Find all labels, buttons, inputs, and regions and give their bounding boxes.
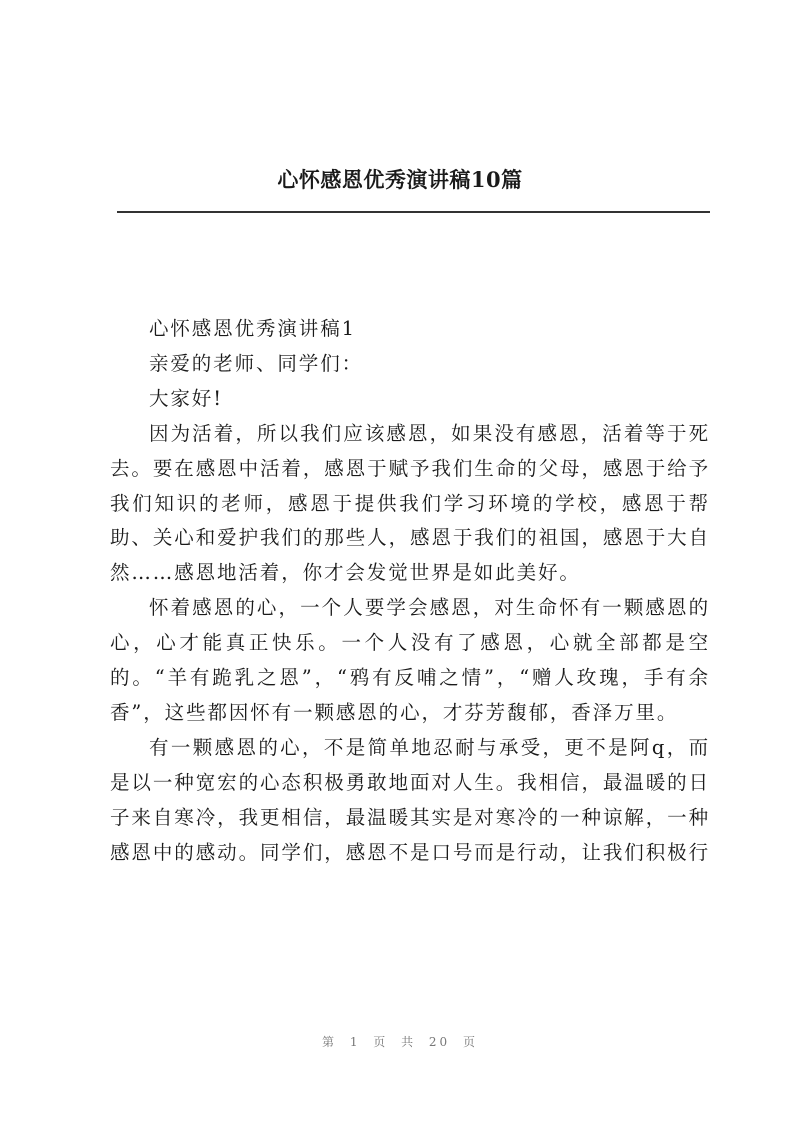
title-divider xyxy=(117,211,710,213)
document-title: 心怀感恩优秀演讲稿10篇 xyxy=(277,167,523,192)
page-number-footer: 第 1 页 共 20 页 xyxy=(322,1035,478,1049)
body-paragraph: 有一颗感恩的心，不是简单地忍耐与承受，更不是阿q，而是以一种宽宏的心态积极勇敢地面对人生。我相信，最温暖的日子来自寒冷，我更相信，最温暖其实是对寒冷的一种谅解，一种感恩中的感动。同学们，感恩不是口号而是行动，让我们积极行 xyxy=(110,735,710,864)
document-body xyxy=(110,312,710,871)
section-heading: 心怀感恩优秀演讲稿1 xyxy=(149,317,356,340)
body-paragraph: 怀着感恩的心，一个人要学会感恩，对生命怀有一颗感恩的心，心才能真正快乐。一个人没有了感恩，心就全部都是空的。“羊有跪乳之恩”，“鸦有反哺之情”，“赠人玫瑰，手有余香”，这些都因怀有一颗感恩的心，才芬芳馥郁，香泽万里。 xyxy=(110,596,710,724)
salutation: 亲爱的老师、同学们： xyxy=(149,351,364,375)
greeting: 大家好! xyxy=(149,386,223,410)
body-paragraph: 因为活着，所以我们应该感恩，如果没有感恩，活着等于死去。要在感恩中活着，感恩于赋予我们生命的父母，感恩于给予我们知识的老师，感恩于提供我们学习环境的学校，感恩于帮助、关心和爱护我们的那些人，感恩于我们的祖国，感恩于大自然……感恩地活着，你才会发觉世界是如此美好。 xyxy=(110,421,710,585)
